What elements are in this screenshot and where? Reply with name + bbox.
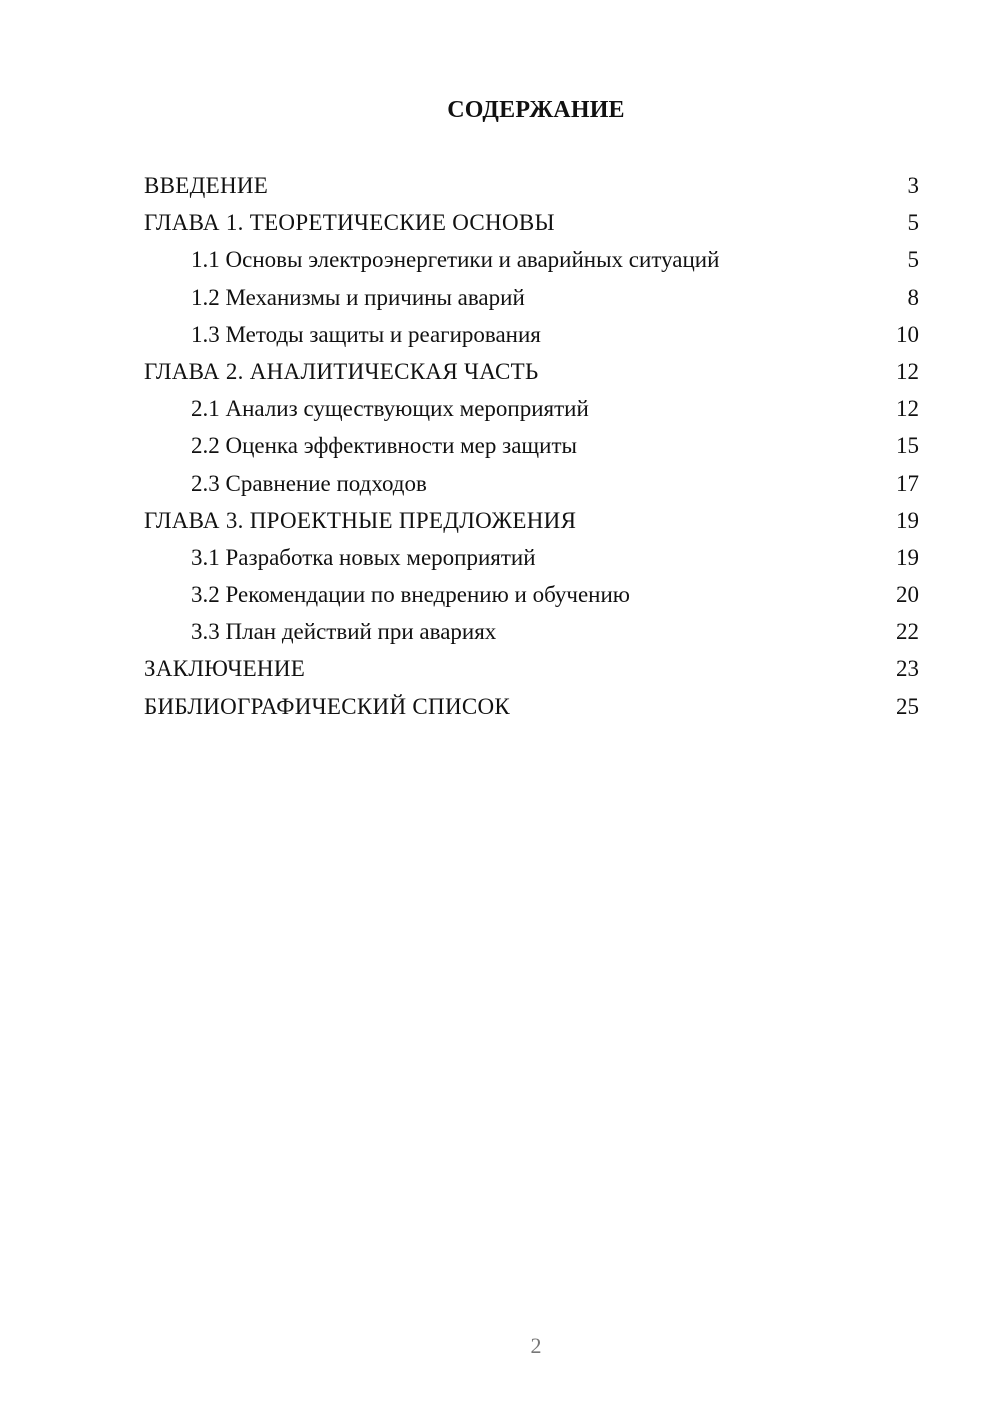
toc-entry[interactable] (144, 390, 919, 427)
toc-entry-label: ЗАКЛЮЧЕНИЕ (144, 656, 306, 682)
toc-entry-label: ГЛАВА 1. ТЕОРЕТИЧЕСКИЕ ОСНОВЫ (144, 210, 555, 236)
toc-entry-label: 3.2 Рекомендации по внедрению и обучению (191, 582, 630, 608)
toc-entry[interactable] (144, 576, 919, 613)
toc-entry-page: 8 (907, 284, 919, 310)
toc-entry[interactable] (144, 465, 919, 502)
toc-entry-label: 3.1 Разработка новых мероприятий (191, 544, 536, 570)
toc-entry-label: ВВЕДЕНИЕ (144, 173, 269, 198)
toc-entry-label: 2.3 Сравнение подходов (191, 470, 427, 496)
toc-entry[interactable] (144, 539, 919, 576)
toc-entry[interactable] (144, 650, 919, 687)
toc-entry[interactable] (144, 502, 919, 539)
toc-entry-page: 10 (896, 321, 919, 347)
toc-entry[interactable] (144, 353, 919, 390)
toc-entry-label: 2.1 Анализ существующих мероприятий (191, 396, 589, 422)
toc-entry-label: БИБЛИОГРАФИЧЕСКИЙ СПИСОК (144, 693, 511, 719)
toc-entry-page: 19 (896, 507, 919, 533)
toc-entry-page: 12 (896, 358, 919, 384)
toc-entry-page: 22 (896, 619, 919, 645)
toc-entry-label: 1.3 Методы защиты и реагирования (191, 321, 541, 347)
toc-entry-label: 2.2 Оценка эффективности мер защиты (191, 433, 577, 459)
toc-title: СОДЕРЖАНИЕ (447, 97, 625, 123)
toc-entry-page: 5 (907, 210, 919, 236)
toc-entry-page: 17 (896, 470, 919, 496)
toc-entry-page: 3 (907, 173, 919, 198)
table-of-contents (144, 167, 919, 725)
toc-entry-page: 20 (896, 582, 919, 608)
toc-entry-page: 15 (896, 433, 919, 459)
toc-entry-page: 5 (907, 247, 919, 273)
toc-entry[interactable] (144, 427, 919, 464)
toc-entry-label: 1.2 Механизмы и причины аварий (191, 284, 525, 310)
toc-entry[interactable] (144, 688, 919, 725)
toc-entry-label: 1.1 Основы электроэнергетики и аварийных ситуаций (191, 247, 720, 273)
toc-entry[interactable] (144, 241, 919, 278)
toc-entry[interactable] (144, 204, 919, 241)
page-number: 2 (530, 1333, 542, 1358)
toc-entry-label: 3.3 План действий при авариях (191, 619, 497, 645)
toc-entry-page: 19 (896, 544, 919, 570)
toc-entry[interactable] (144, 167, 919, 204)
toc-entry[interactable] (144, 316, 919, 353)
toc-entry-page: 12 (896, 396, 919, 422)
toc-entry-page: 25 (896, 693, 919, 719)
toc-entry-label: ГЛАВА 3. ПРОЕКТНЫЕ ПРЕДЛОЖЕНИЯ (144, 507, 577, 533)
toc-entry-label: ГЛАВА 2. АНАЛИТИЧЕСКАЯ ЧАСТЬ (144, 358, 539, 384)
toc-entry-page: 23 (896, 656, 919, 682)
toc-entry[interactable] (144, 279, 919, 316)
toc-entry[interactable] (144, 613, 919, 650)
